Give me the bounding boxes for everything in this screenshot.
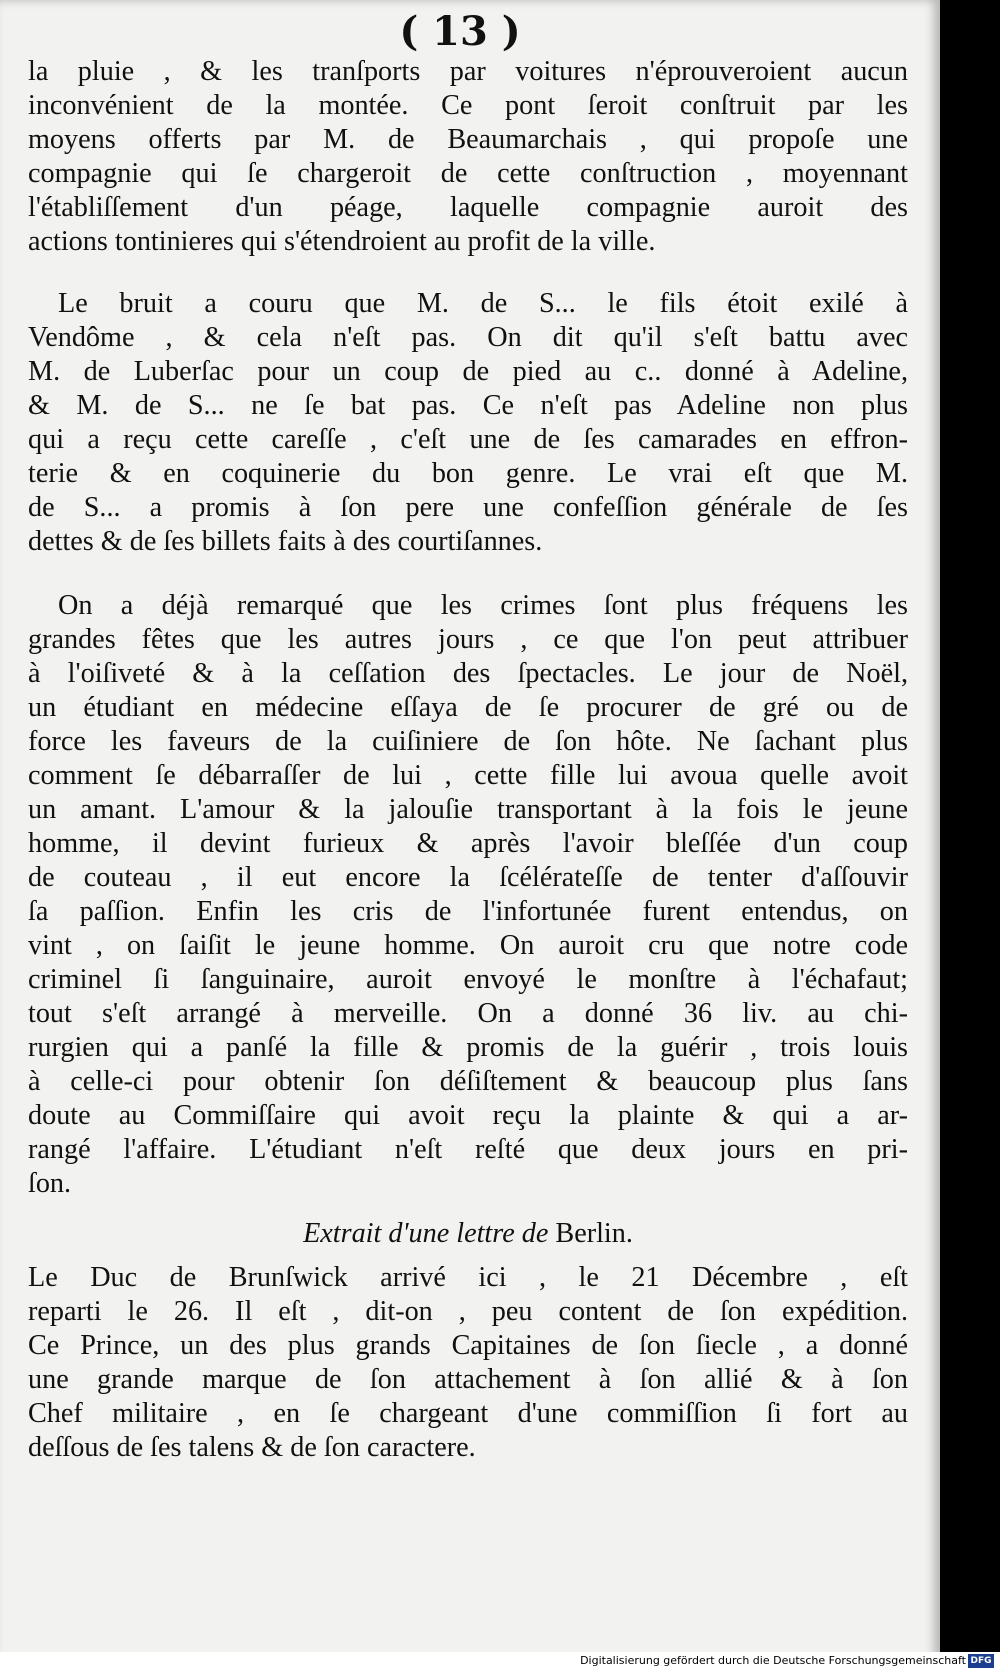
text-line: l'établiſſement d'un péage, laquelle compagnie auroit des [28, 192, 908, 223]
text-line: criminel ſi ſanguinaire, auroit envoyé le monſtre à l'échafaut; [28, 964, 908, 995]
text-line: une grande marque de ſon attachement à ſon allié & à ſon [28, 1364, 908, 1395]
text-line: doute au Commiſſaire qui avoit reçu la plainte & qui a ar- [28, 1100, 908, 1131]
heading-city: Berlin. [555, 1218, 633, 1249]
text-line: Vendôme , & cela n'eſt pas. On dit qu'il s'eſt battu avec [28, 322, 908, 353]
text-line: rurgien qui a panſé la fille & promis de la guérir , trois louis [28, 1032, 908, 1063]
text-line: vint , on ſaiſit le jeune homme. On auroit cru que notre code [28, 930, 908, 961]
text-line: reparti le 26. Il eſt , dit-on , peu content de ſon expédition. [28, 1296, 908, 1327]
text-line: force les faveurs de la cuiſiniere de ſon hôte. Ne ſachant plus [28, 726, 908, 757]
heading-italic: Extrait d'une lettre de [303, 1218, 549, 1249]
text-line: Chef militaire , en ſe chargeant d'une commiſſion ſi fort au [28, 1398, 908, 1429]
text-line: ſa paſſion. Enfin les cris de l'infortunée furent entendus, on [28, 896, 908, 927]
paragraph-3 [28, 589, 908, 1201]
text-line: à celle-ci pour obtenir ſon déſiſtement & beaucoup plus ſans [28, 1066, 908, 1097]
text-line: ſon. [28, 1168, 72, 1199]
text-line: un amant. L'amour & la jalouſie transportant à la fois le jeune [28, 794, 908, 825]
paragraph-4 [28, 1261, 908, 1465]
text-line: tout s'eſt arrangé à merveille. On a donné 36 liv. au chi- [28, 998, 908, 1029]
text-line: Le Duc de Brunſwick arrivé ici , le 21 Décembre , eſt [28, 1262, 908, 1293]
text-line: qui a reçu cette careſſe , c'eſt une de ſes camarades en effron- [28, 424, 908, 455]
text-line: Ce Prince, un des plus grands Capitaines de ſon ſiecle , a donné [28, 1330, 908, 1361]
text-line: deſſous de ſes talens & de ſon caractere. [28, 1432, 476, 1463]
text-line: à l'oiſiveté & à la ceſſation des ſpectacles. Le jour de Noël, [28, 658, 908, 689]
text-line: comment ſe débarraſſer de lui , cette fille lui avoua quelle avoit [28, 760, 908, 791]
text-line: moyens offerts par M. de Beaumarchais , qui propoſe une [28, 124, 908, 155]
text-line: grandes fêtes que les autres jours , ce que l'on peut attribuer [28, 624, 908, 655]
text-line: rangé l'affaire. L'étudiant n'eſt reſté que deux jours en pri- [28, 1134, 908, 1165]
text-line: un étudiant en médecine eſſaya de ſe procurer de gré ou de [28, 692, 908, 723]
digitization-credit: Digitalisierung gefördert durch die Deutsche Forschungsgemeinschaft [580, 1654, 966, 1667]
text-line: compagnie qui ſe chargeroit de cette conſtruction , moyennant [28, 158, 908, 189]
section-heading [28, 1217, 908, 1251]
page-number: ( 13 ) [399, 8, 521, 55]
text-line: homme, il devint furieux & après l'avoir bleſſée d'un coup [28, 828, 908, 859]
text-line: de S... a promis à ſon pere une confeſſion générale de ſes [28, 492, 908, 523]
text-line: & M. de S... ne ſe bat pas. Ce n'eſt pas Adeline non plus [28, 390, 908, 421]
text-line: de couteau , il eut encore la ſcélérateſſe de tenter d'aſſouvir [28, 862, 908, 893]
text-line: dettes & de ſes billets faits à des courtiſannes. [28, 526, 543, 557]
text-line: M. de Luberſac pour un coup de pied au c.. donné à Adeline, [28, 356, 908, 387]
text-line: la pluie , & les tranſports par voitures n'éprouveroient aucun [28, 56, 908, 87]
text-line: On a déjà remarqué que les crimes ſont plus fréquens les [58, 590, 908, 621]
text-line: terie & en coquinerie du bon genre. Le vrai eſt que M. [28, 458, 908, 489]
text-body [28, 55, 908, 1465]
text-line: Le bruit a couru que M. de S... le fils étoit exilé à [58, 288, 908, 319]
text-line: inconvénient de la montée. Ce pont ſeroit conſtruit par les [28, 90, 908, 121]
text-line: actions tontinieres qui s'étendroient au profit de la ville. [28, 226, 656, 257]
paragraph-2 [28, 287, 908, 559]
dfg-logo-icon: DFG [968, 1654, 994, 1668]
paragraph-1 [28, 55, 908, 259]
